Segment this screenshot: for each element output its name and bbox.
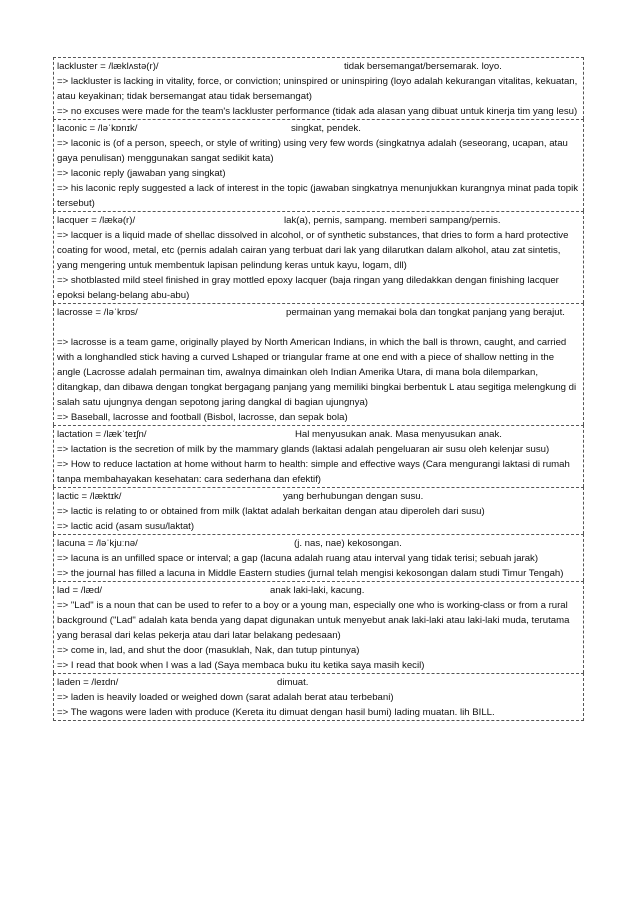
- entry-laden: [53, 673, 584, 721]
- entry-meaning: tidak bersemangat/bersemarak. loyo.: [344, 61, 502, 72]
- entry-line: => lactic acid (asam susu/laktat): [57, 521, 195, 532]
- entry-meaning: dimuat.: [277, 677, 309, 688]
- entry-line: => Baseball, lacrosse and football (Bisbol, lacrosse, dan sepak bola): [57, 412, 348, 423]
- entry-lactic: [53, 487, 584, 534]
- entry-meaning: singkat, pendek.: [291, 123, 361, 134]
- entry-meaning: permainan yang memakai bola dan tongkat panjang yang berajut.: [286, 307, 565, 318]
- dictionary-page: [53, 57, 584, 721]
- entry-line: => lackluster is lacking in vitality, force, or conviction; uninspired or uninspiring (loyo adalah kekurangan vitalitas, kekuatan, atau keyakinan; tidak bersemangat atau tidak bersemangat): [57, 76, 578, 102]
- entry-meaning: Hal menyusukan anak. Masa menyusukan anak.: [295, 429, 502, 440]
- entry-lactation: [53, 425, 584, 487]
- entry-lacquer: [53, 211, 584, 303]
- entry-lackluster: [53, 57, 584, 119]
- entry-line: => the journal has filled a lacuna in Middle Eastern studies (jurnal telah mengisi kekosongan dalam studi Timur Tengah): [57, 568, 564, 579]
- entry-meaning: (j. nas, nae) kekosongan.: [294, 538, 402, 549]
- entry-line: => The wagons were laden with produce (Kereta itu dimuat dengan hasil bumi) lading muatan. lih BILL.: [57, 707, 495, 718]
- entry-line: => lactic is relating to or obtained from milk (laktat adalah berkaitan dengan atau diperoleh dari susu): [57, 506, 485, 517]
- entry-meaning: anak laki-laki, kacung.: [270, 585, 365, 596]
- entry-term: lad = /læd/: [57, 585, 103, 596]
- entry-line: => laden is heavily loaded or weighed down (sarat adalah berat atau terbebani): [57, 692, 394, 703]
- entry-line: => shotblasted mild steel finished in gray mottled epoxy lacquer (baja ringan yang diledakkan dengan finishing lacquer epoksi belang-belang abu-abu): [57, 275, 559, 301]
- entry-line: => lacuna is an unfilled space or interval; a gap (lacuna adalah ruang atau interval yang tidak terisi; sebuah jarak): [57, 553, 539, 564]
- entry-meaning: lak(a), pernis, sampang. memberi sampang/pernis.: [284, 215, 501, 226]
- entry-line: => "Lad" is a noun that can be used to refer to a boy or a young man, especially one who is working-class or from a rural background ("Lad" adalah kata benda yang dapat digunakan untuk menyebut anak laki-laki atau laki-laki muda, terutama yang berasal dari kelas pekerja atau dari latar belakang pedesaan): [57, 600, 570, 641]
- entry-line: => his laconic reply suggested a lack of interest in the topic (jawaban singkatnya menunjukkan kurangnya minat pada topik tersebut): [57, 183, 579, 209]
- entry-laconic: [53, 119, 584, 211]
- entry-term: lacquer = /lækə(r)/: [57, 215, 136, 226]
- entry-line: => lactation is the secretion of milk by the mammary glands (laktasi adalah pengeluaran air susu oleh kelenjar susu): [57, 444, 550, 455]
- entry-term: lackluster = /læklʌstə(r)/: [57, 61, 159, 72]
- entry-term: lactation = /lækˈteɪʃn/: [57, 429, 147, 440]
- entry-lacuna: [53, 534, 584, 581]
- entry-meaning: yang berhubungan dengan susu.: [283, 491, 424, 502]
- entry-line: => lacrosse is a team game, originally played by North American Indians, in which the ball is thrown, caught, and carried with a longhandled stick having a curved Lshaped or triangular frame at one end with a piece of shallow netting in the angle (Lacrosse adalah permainan tim, awalnya dimainkan oleh Indian Amerika Utara, di mana bola dilemparkan, ditangkap, dan dibawa dengan tongkat bergagang panjang yang memiliki bingkai berbentuk L atau segitiga melengkung di salah satu ujungnya dengan sepotong jaring dangkal di bagian ujungnya): [57, 337, 577, 408]
- entry-term: lacuna = /ləˈkjuːnə/: [57, 538, 138, 549]
- entry-term: laconic = /ləˈkɒnɪk/: [57, 123, 138, 134]
- entry-line: => come in, lad, and shut the door (masuklah, Nak, dan tutup pintunya): [57, 645, 360, 656]
- entry-line: => no excuses were made for the team's lackluster performance (tidak ada alasan yang dibuat untuk kinerja tim yang lesu): [57, 106, 578, 117]
- entry-term: laden = /leɪdn/: [57, 677, 119, 688]
- entry-line: => How to reduce lactation at home without harm to health: simple and effective ways (Cara mengurangi laktasi di rumah tanpa membahayakan kesehatan: cara sederhana dan efektif): [57, 459, 570, 485]
- entry-term: lacrosse = /ləˈkrɒs/: [57, 307, 138, 318]
- entry-term: lactic = /læktɪk/: [57, 491, 122, 502]
- entry-line: => lacquer is a liquid made of shellac dissolved in alcohol, or of synthetic substances, that dries to form a hard protective coating for wood, metal, etc (pernis adalah cairan yang terbuat dari lak yang dilarutkan dalam alkohol, atau zat sintetis, yang mengering untuk membentuk lapisan pelindung keras untuk kayu, logam, dll): [57, 230, 569, 271]
- entry-line: => laconic is (of a person, speech, or style of writing) using very few words (singkatnya adalah (seseorang, ucapan, atau gaya penulisan) menggunakan sangat sedikit kata): [57, 138, 568, 164]
- entry-line: => laconic reply (jawaban yang singkat): [57, 168, 226, 179]
- entry-lad: [53, 581, 584, 673]
- entry-line: => I read that book when I was a lad (Saya membaca buku itu ketika saya masih kecil): [57, 660, 425, 671]
- entry-lacrosse: [53, 303, 584, 425]
